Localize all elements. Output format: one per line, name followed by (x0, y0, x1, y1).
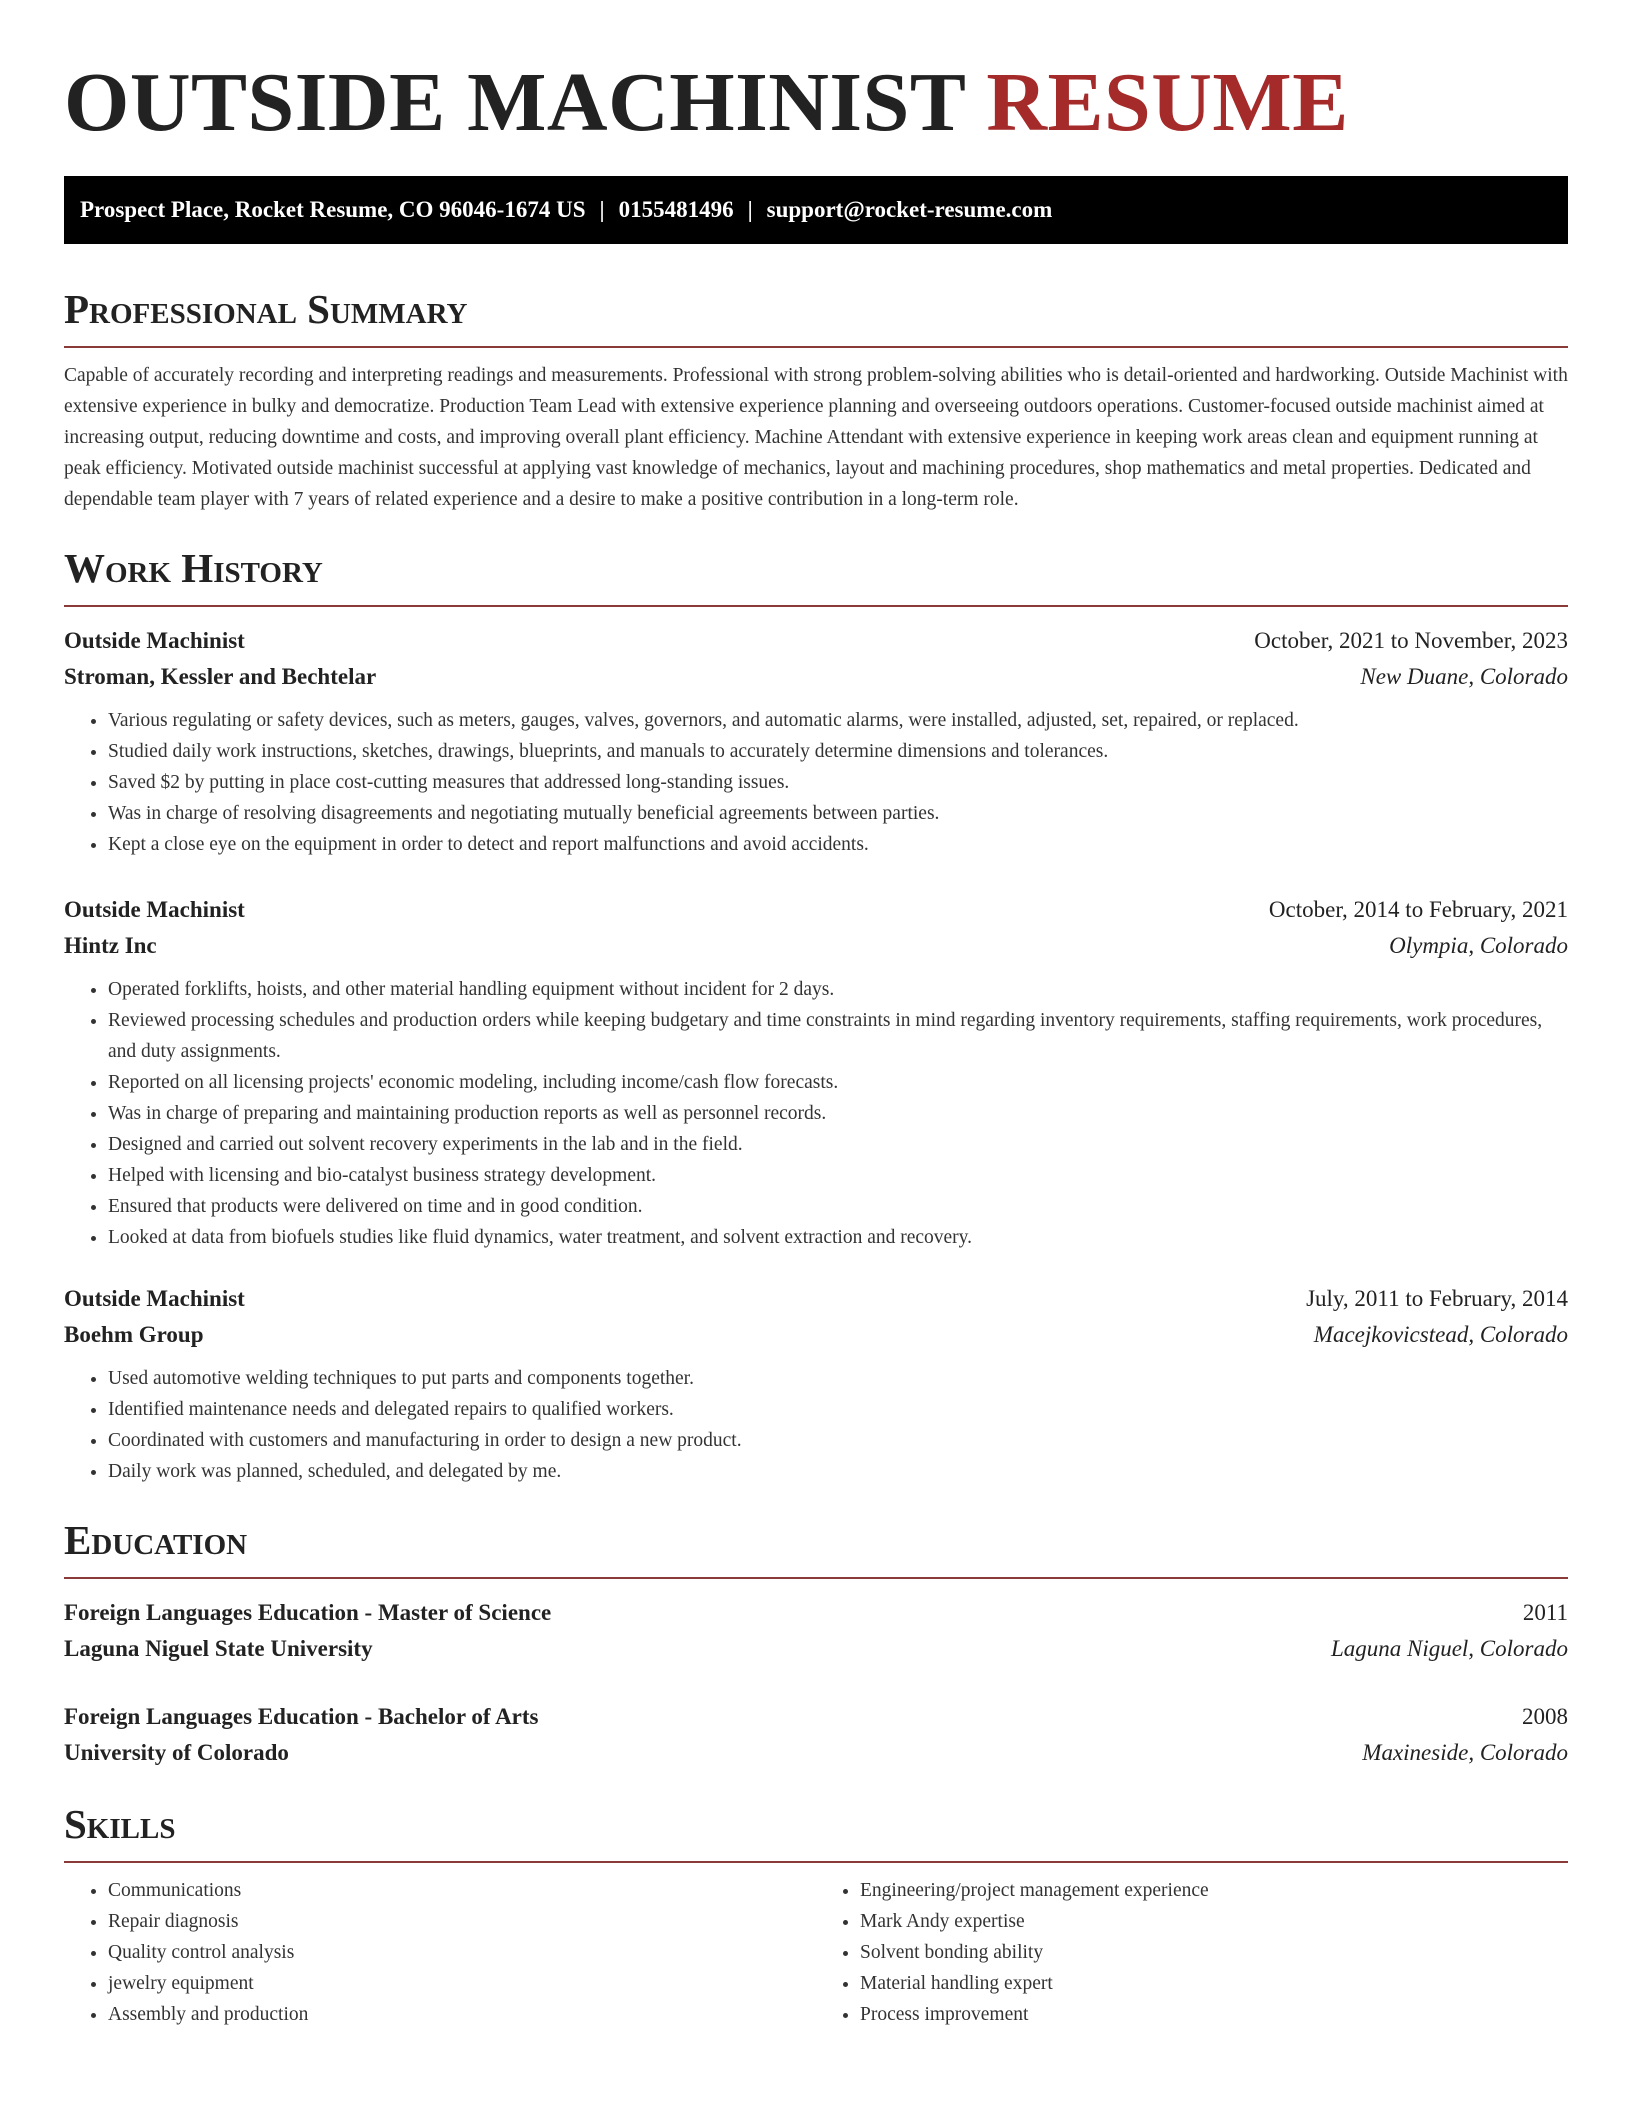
summary-text: Capable of accurately recording and interpreting readings and measurements. Professional with strong problem-solving abilities who is detail-oriented and hardworking. Outside Machinist with extensive experience in bulky and democratize. Production Team Lead with extensive experience planning and overseeing outdoors operations. Customer-focused outside machinist aimed at increasing output, reducing downtime and costs, and improving overall plant efficiency. Machine Attendant with extensive experience in keeping work areas clean and equipment running at peak efficiency. Motivated outside machinist successful at applying vast knowledge of mechanics, layout and machining procedures, shop mathematics and metal properties. Dedicated and dependable team player with 7 years of related experience and a desire to make a positive contribution in a long-term role. (64, 365, 1568, 510)
summary-section (64, 284, 1568, 515)
list-item: • Quality control analysis (108, 1937, 816, 1968)
education-school: University of Colorado (64, 1740, 289, 1765)
job-location: Olympia, Colorado (1389, 933, 1568, 958)
list-item: • Designed and carried out solvent recovery experiments in the lab and in the field. (108, 1129, 1568, 1160)
list-item: • Identified maintenance needs and delegated repairs to qualified workers. (108, 1394, 1568, 1425)
list-item: • Reported on all licensing projects' economic modeling, including income/cash flow forecasts. (108, 1067, 1568, 1098)
contact-address: Prospect Place, Rocket Resume, CO 96046-1674 US (80, 197, 586, 222)
list-item: • Reviewed processing schedules and production orders while keeping budgetary and time constraints in mind regarding inventory requirements, staffing requirements, work procedures, and duty assignments. (108, 1005, 1568, 1067)
job-entry (64, 892, 1568, 1253)
job-bullet-list (64, 705, 1568, 860)
education-year: 2011 (1522, 1600, 1568, 1625)
section-divider (64, 605, 1568, 607)
list-item: • Used automotive welding techniques to put parts and components together. (108, 1363, 1568, 1394)
job-bullet-list (64, 974, 1568, 1253)
job-entry (64, 623, 1568, 860)
list-item: • Daily work was planned, scheduled, and delegated by me. (108, 1456, 1568, 1487)
contact-email: support@rocket-resume.com (766, 197, 1053, 222)
education-entry (64, 1699, 1568, 1771)
section-heading-education: Education (64, 1517, 248, 1563)
list-item: • Process improvement (860, 1999, 1568, 2030)
education-location: Maxineside, Colorado (1362, 1740, 1568, 1765)
education-degree: Foreign Languages Education - Bachelor of Arts (64, 1704, 539, 1729)
job-location: New Duane, Colorado (1360, 664, 1568, 689)
section-divider (64, 1861, 1568, 1863)
list-item: • jewelry equipment (108, 1968, 816, 1999)
skills-section (64, 1799, 1568, 2030)
list-item: • Assembly and production (108, 1999, 816, 2030)
skills-columns (64, 1875, 1568, 2030)
skills-list-left (64, 1875, 816, 2030)
section-heading-work-history: Work History (64, 545, 323, 591)
list-item: • Mark Andy expertise (860, 1906, 1568, 1937)
list-item: • Was in charge of resolving disagreements and negotiating mutually beneficial agreements between parties. (108, 798, 1568, 829)
education-school: Laguna Niguel State University (64, 1636, 373, 1661)
list-item: • Communications (108, 1875, 816, 1906)
list-item: • Engineering/project management experience (860, 1875, 1568, 1906)
contact-phone: 0155481496 (618, 197, 734, 222)
list-item: • Operated forklifts, hoists, and other material handling equipment without incident for 2 days. (108, 974, 1568, 1005)
section-divider (64, 346, 1568, 348)
section-divider (64, 1577, 1568, 1579)
work-history-section (64, 543, 1568, 1487)
title-accent: RESUME (986, 56, 1349, 149)
list-item: • Saved $2 by putting in place cost-cutting measures that addressed long-standing issues. (108, 767, 1568, 798)
education-section (64, 1515, 1568, 1771)
job-dates: July, 2011 to February, 2014 (1306, 1286, 1568, 1311)
list-item: • Ensured that products were delivered on time and in good condition. (108, 1191, 1568, 1222)
list-item: • Material handling expert (860, 1968, 1568, 1999)
education-year: 2008 (1522, 1704, 1568, 1729)
list-item: • Helped with licensing and bio-catalyst business strategy development. (108, 1160, 1568, 1191)
list-item: • Repair diagnosis (108, 1906, 816, 1937)
list-item: • Kept a close eye on the equipment in order to detect and report malfunctions and avoid accidents. (108, 829, 1568, 860)
section-heading-summary: Professional Summary (64, 286, 468, 332)
education-degree: Foreign Languages Education - Master of Science (64, 1600, 552, 1625)
education-location: Laguna Niguel, Colorado (1330, 1636, 1568, 1661)
job-title: Outside Machinist (64, 897, 245, 922)
list-item: • Looked at data from biofuels studies like fluid dynamics, water treatment, and solvent extraction and recovery. (108, 1222, 1568, 1253)
job-title: Outside Machinist (64, 1286, 245, 1311)
section-heading-skills: Skills (64, 1801, 176, 1847)
contact-bar (64, 176, 1568, 244)
title-main: OUTSIDE MACHINIST (64, 56, 965, 149)
job-title: Outside Machinist (64, 628, 245, 653)
job-entry (64, 1281, 1568, 1487)
job-company: Hintz Inc (64, 933, 157, 958)
list-item: • Coordinated with customers and manufacturing in order to design a new product. (108, 1425, 1568, 1456)
contact-separator: | (747, 197, 753, 222)
skills-list-right (816, 1875, 1568, 2030)
job-company: Stroman, Kessler and Bechtelar (64, 664, 377, 689)
job-dates: October, 2014 to February, 2021 (1268, 897, 1568, 922)
list-item: • Various regulating or safety devices, such as meters, gauges, valves, governors, and automatic alarms, were installed, adjusted, set, repaired, or replaced. (108, 705, 1568, 736)
contact-separator: | (599, 197, 605, 222)
list-item: • Solvent bonding ability (860, 1937, 1568, 1968)
resume-title (64, 48, 1568, 158)
job-company: Boehm Group (64, 1322, 204, 1347)
job-dates: October, 2021 to November, 2023 (1254, 628, 1568, 653)
education-entry (64, 1595, 1568, 1667)
list-item: • Was in charge of preparing and maintaining production reports as well as personnel records. (108, 1098, 1568, 1129)
job-bullet-list (64, 1363, 1568, 1487)
list-item: • Studied daily work instructions, sketches, drawings, blueprints, and manuals to accurately determine dimensions and tolerances. (108, 736, 1568, 767)
job-location: Macejkovicstead, Colorado (1313, 1322, 1568, 1347)
